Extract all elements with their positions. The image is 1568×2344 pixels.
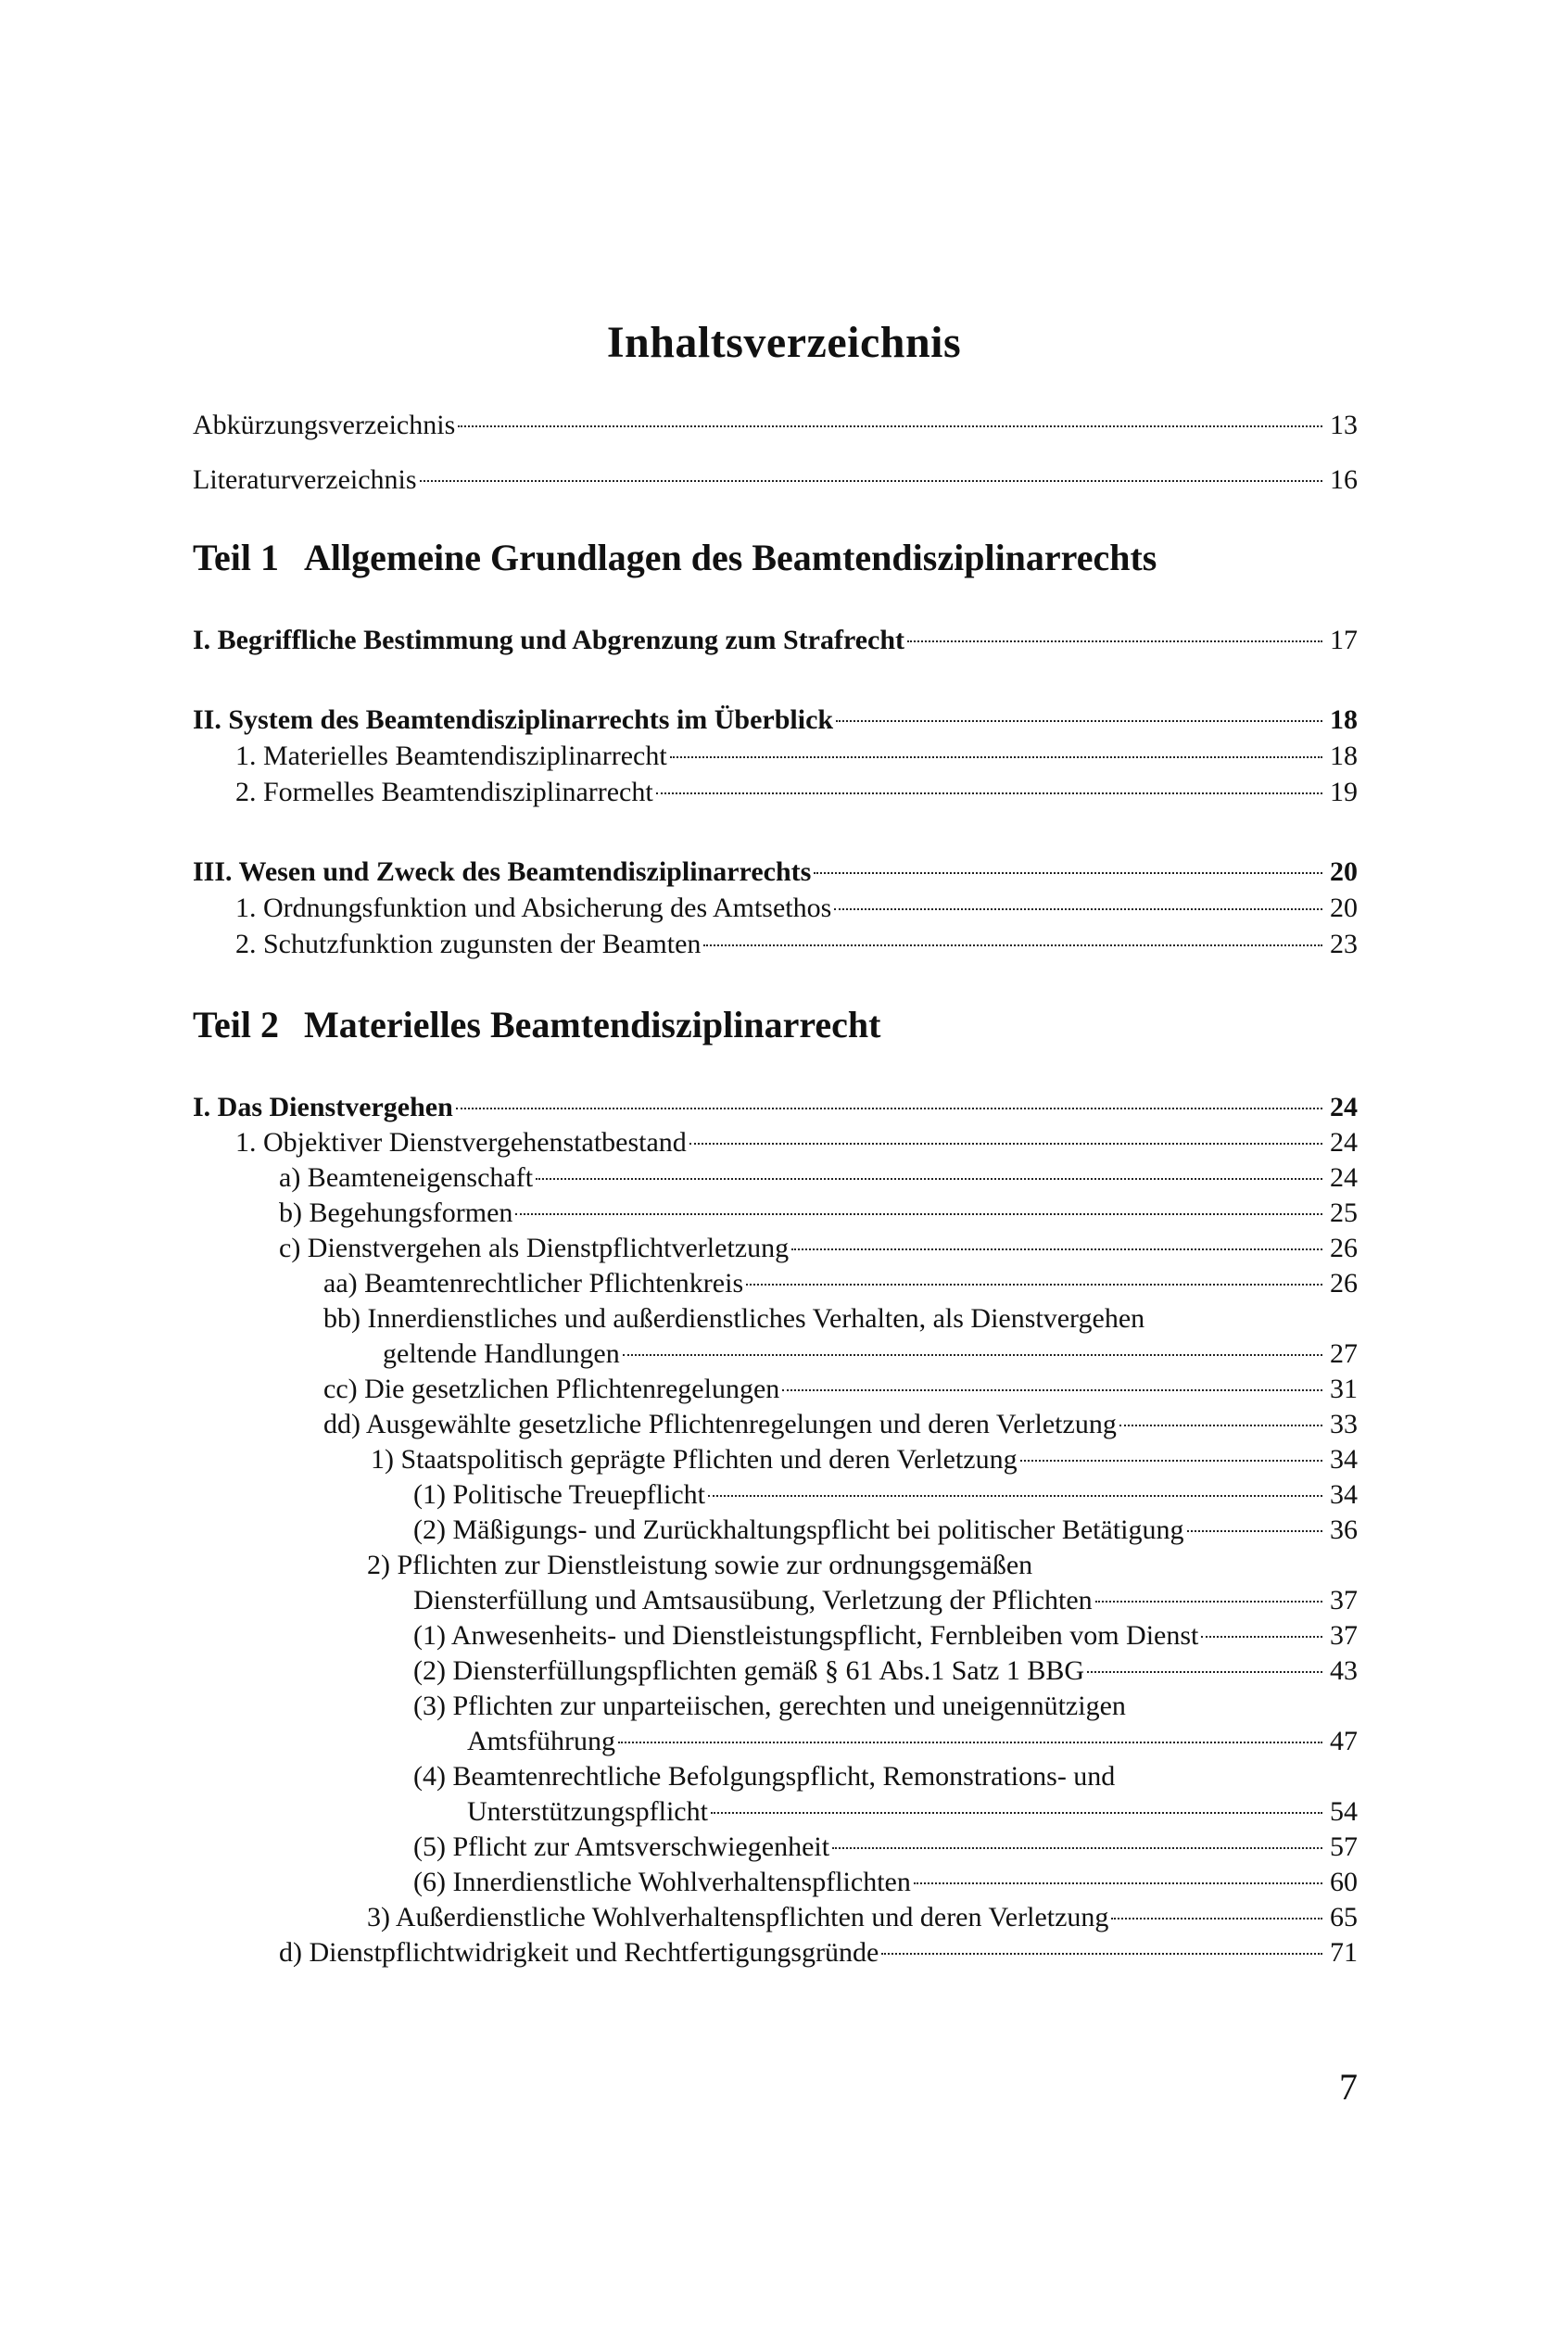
part-title: Allgemeine Grundlagen des Beamtendisziplinarrechts <box>304 537 1157 578</box>
toc-entry: (1) Politische Treuepflicht 34 <box>413 1479 1358 1510</box>
part-title: Materielles Beamtendisziplinarrecht <box>304 1004 881 1045</box>
toc-entry-first-line: (3) Pflichten zur unparteiischen, gerechten und uneigennützigen <box>413 1691 1126 1721</box>
part-number: Teil 1 <box>193 537 279 578</box>
toc-entry: 2. Formelles Beamtendisziplinarrecht 19 <box>235 777 1358 807</box>
toc-entry-first-line: 2) Pflichten zur Dienstleistung sowie zur ordnungsgemäßen <box>367 1550 1033 1580</box>
toc-entry: 1. Objektiver Dienstvergehenstatbestand 24 <box>235 1127 1358 1158</box>
part-heading <box>193 536 1157 579</box>
page-title: Inhaltsverzeichnis <box>606 318 962 367</box>
toc-entry: 1. Ordnungsfunktion und Absicherung des Amtsethos 20 <box>235 893 1358 923</box>
toc-entry-first-line: (4) Beamtenrechtliche Befolgungspflicht, Remonstrations- und <box>413 1761 1116 1792</box>
toc-entry <box>193 462 1358 498</box>
toc-entry: 1. Materielles Beamtendisziplinarrecht 18 <box>235 741 1358 771</box>
toc-entry: Diensterfüllung und Amtsausübung, Verletzung der Pflichten 37 <box>413 1585 1358 1615</box>
toc-entry: d) Dienstpflichtwidrigkeit und Rechtfertigungsgründe 71 <box>279 1937 1358 1968</box>
toc-entry: II. System des Beamtendisziplinarrechts im Überblick 18 <box>193 704 1358 735</box>
entry-label: Abkürzungsverzeichnis <box>193 410 456 440</box>
toc-entry: b) Begehungsformen 25 <box>279 1197 1358 1228</box>
toc-entry: Unterstützungspflicht 54 <box>467 1796 1358 1827</box>
part-number: Teil 2 <box>193 1004 279 1045</box>
toc-entry: a) Beamteneigenschaft 24 <box>279 1162 1358 1193</box>
toc-entry: dd) Ausgewählte gesetzliche Pflichtenregelungen und deren Verletzung 33 <box>323 1409 1358 1439</box>
toc-entry: (6) Innerdienstliche Wohlverhaltenspflichten 60 <box>413 1867 1358 1897</box>
toc-entry <box>193 408 1358 443</box>
part-heading <box>193 1003 880 1046</box>
entry-label: Literaturverzeichnis <box>193 464 417 495</box>
toc-entry: (2) Diensterfüllungspflichten gemäß § 61 Abs.1 Satz 1 BBG 43 <box>413 1655 1358 1686</box>
toc-entry: 1) Staatspolitisch geprägte Pflichten und deren Verletzung 34 <box>371 1444 1358 1475</box>
toc-entry: III. Wesen und Zweck des Beamtendisziplinarrechts 20 <box>193 856 1358 887</box>
toc-entry: (2) Mäßigungs- und Zurückhaltungspflicht bei politischer Betätigung 36 <box>413 1514 1358 1545</box>
leader-dots <box>458 425 1322 427</box>
toc-entry: c) Dienstvergehen als Dienstpflichtverletzung 26 <box>279 1233 1358 1263</box>
toc-entry: (5) Pflicht zur Amtsverschwiegenheit 57 <box>413 1831 1358 1862</box>
leader-dots <box>420 480 1322 482</box>
entry-page: 16 <box>1330 464 1358 495</box>
entry-page: 13 <box>1330 410 1358 440</box>
toc-entry-first-line: bb) Innerdienstliches und außerdienstliches Verhalten, als Dienstvergehen <box>323 1303 1145 1334</box>
toc-entry: (1) Anwesenheits- und Dienstleistungspflicht, Fernbleiben vom Dienst 37 <box>413 1620 1358 1651</box>
toc-entry: geltende Handlungen 27 <box>383 1338 1358 1369</box>
toc-entry: I. Begriffliche Bestimmung und Abgrenzung zum Strafrecht 17 <box>193 625 1358 655</box>
toc-entry: 2. Schutzfunktion zugunsten der Beamten 23 <box>235 929 1358 959</box>
toc-entry: Amtsführung 47 <box>467 1726 1358 1756</box>
page-number: 7 <box>1339 2066 1358 2108</box>
toc-entry: aa) Beamtenrechtlicher Pflichtenkreis 26 <box>323 1268 1358 1299</box>
toc-entry: I. Das Dienstvergehen 24 <box>193 1092 1358 1122</box>
toc-entry: cc) Die gesetzlichen Pflichtenregelungen 31 <box>323 1374 1358 1404</box>
toc-entry: 3) Außerdienstliche Wohlverhaltenspflichten und deren Verletzung 65 <box>367 1902 1358 1932</box>
